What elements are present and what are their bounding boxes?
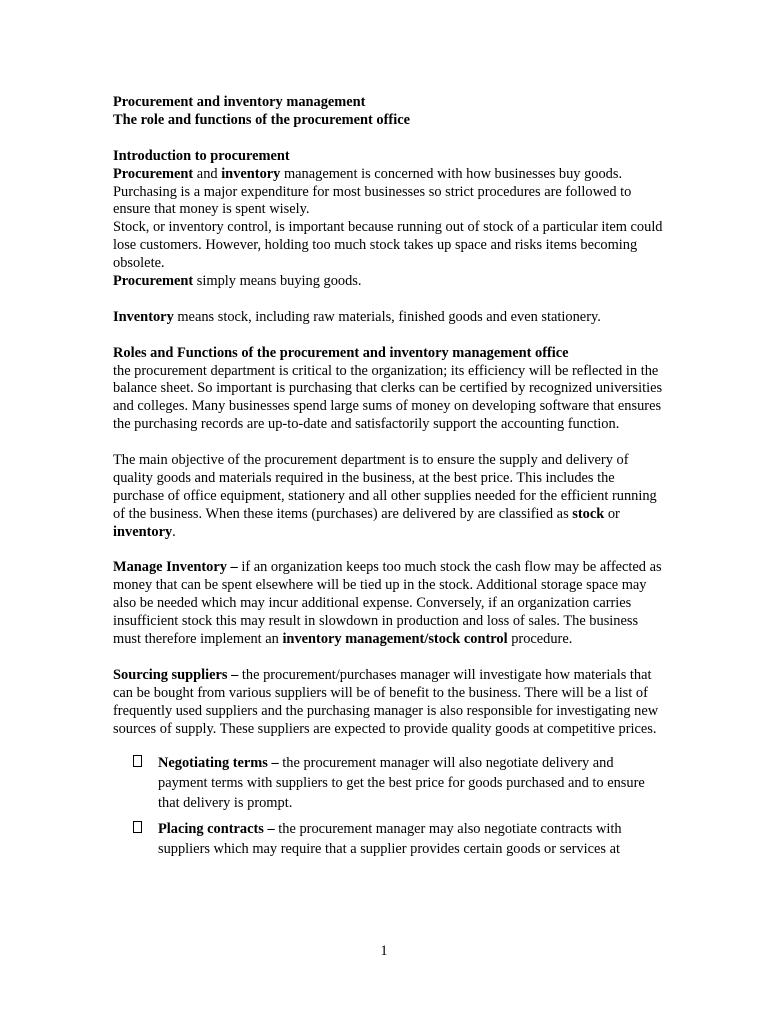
list-item: Negotiating terms – the procurement manager will also negotiate delivery and payment terms with suppliers to get the best price for goods purchased and to ensure that delivery is prompt. [113,753,663,813]
manage-inventory-paragraph: Manage Inventory – if an organization keeps too much stock the cash flow may be affected as money that can be spent elsewhere will be tied up in the stock. Additional storage space may also be needed which may incur additional expense. Conversely, if an organization carries insufficient stock this may result in slowdown in production and loss of sales. The business must therefore implement an inventory management/stock control procedure. [113,559,662,648]
intro-heading: Introduction to procurement [113,147,290,164]
bullet-list [113,753,663,859]
intro-paragraph-2: Stock, or inventory control, is important because running out of stock of a particular item could lose customers. However, holding too much stock takes up space and risks items becoming obsolete. [113,219,663,272]
page-content [113,94,663,865]
roles-paragraph: the procurement department is critical to the organization; its efficiency will be reflected in the balance sheet. So important is purchasing that clerks can be certified by recognized universities and colleges. Many businesses spend large sums of money on developing software that ensures the purchasing records are up-to-date and satisfactorily support the accounting function. [113,362,663,433]
document-subtitle: The role and functions of the procurement office [113,111,410,128]
sourcing-suppliers-paragraph: Sourcing suppliers – the procurement/purchases manager will investigate how materials that can be bought from various suppliers will be of benefit to the business. There will be a list of frequently used suppliers and the purchasing manager is also responsible for investigating new sources of supply. These suppliers are expected to provide quality goods at competitive prices. [113,666,659,737]
page-number: 1 [380,943,388,959]
document-title: Procurement and inventory management [113,94,366,110]
objective-paragraph: The main objective of the procurement department is to ensure the supply and delivery of quality goods and materials required in the business, at the best price. This includes the purchase of office equipment, stationery and all other supplies needed for the efficient running of the business. When these items (purchases) are delivered by are classified as stock or inventory. [113,452,657,540]
roles-heading: Roles and Functions of the procurement and inventory management office [113,344,569,361]
bullet-icon [133,755,142,767]
intro-paragraph-3: Procurement simply means buying goods. [113,273,362,290]
inventory-definition: Inventory means stock, including raw materials, finished goods and even stationery. [113,308,601,325]
intro-paragraph-1: Procurement and inventory management is concerned with how businesses buy goods. Purchasing is a major expenditure for most businesses so strict procedures are followed to ensure that money is spent wisely. [113,165,632,218]
list-item: Placing contracts – the procurement manager may also negotiate contracts with suppliers which may require that a supplier provides certain goods or services at [113,819,663,859]
bullet-icon [133,821,142,833]
